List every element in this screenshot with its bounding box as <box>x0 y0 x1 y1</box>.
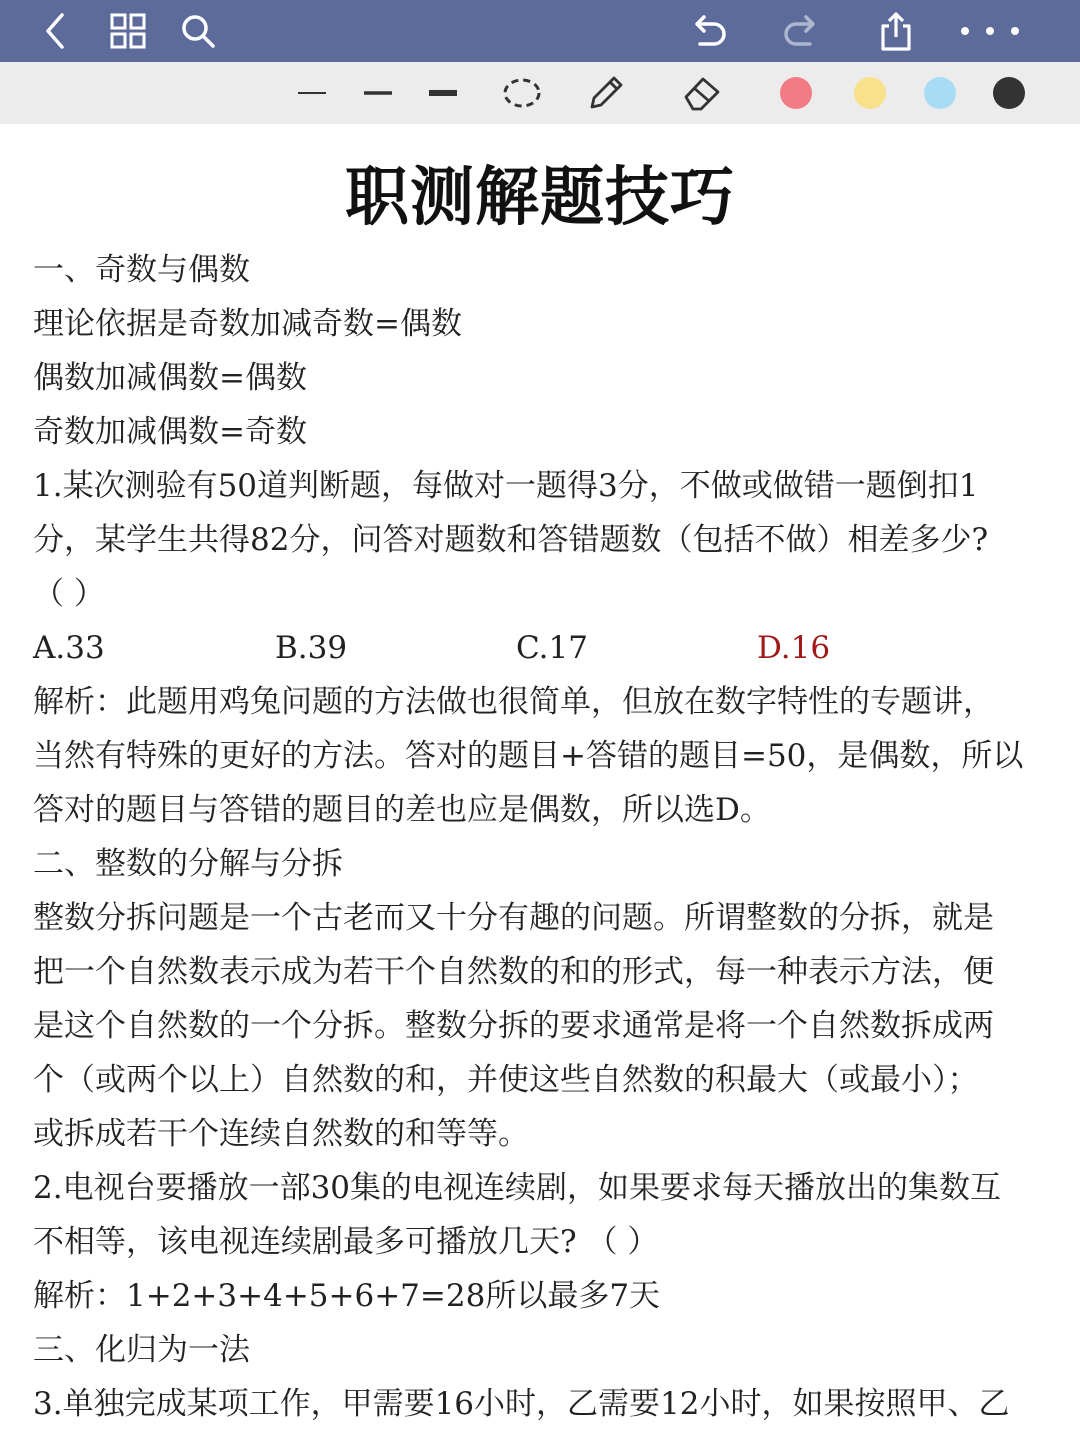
document-title: 职测解题技巧 <box>345 160 735 235</box>
analysis-text: 解析：1+2+3+4+5+6+7=28所以最多7天 <box>33 1278 661 1314</box>
pencil-button[interactable] <box>584 62 628 124</box>
section-heading: 一、奇数与偶数 <box>33 252 250 288</box>
question-text: 分，某学生共得82分，问答对题数和答错题数（包括不做）相差多少? <box>33 522 989 558</box>
color-blue-button[interactable] <box>920 62 960 124</box>
color-yellow-button[interactable] <box>850 62 890 124</box>
color-red-button[interactable] <box>776 62 816 124</box>
thick-line-button[interactable] <box>423 62 463 124</box>
top-bar <box>0 0 1080 62</box>
eraser-icon <box>681 73 723 113</box>
question-text: 2.电视台要播放一部30集的电视连续剧，如果要求每天播放出的集数互 <box>33 1170 1002 1206</box>
search-icon <box>179 12 217 50</box>
lasso-button[interactable] <box>500 62 544 124</box>
back-icon <box>40 11 70 51</box>
undo-icon <box>688 12 728 50</box>
thin-line-button[interactable] <box>292 62 332 124</box>
text-line: 或拆成若干个连续自然数的和等等。 <box>33 1116 529 1152</box>
color-swatch-blue <box>924 77 956 109</box>
option-a: A.33 <box>33 630 105 666</box>
text-line: 整数分拆问题是一个古老而又十分有趣的问题。所谓整数的分拆，就是 <box>33 900 994 936</box>
search-button[interactable] <box>174 0 222 62</box>
medium-line-icon <box>362 88 394 98</box>
eraser-button[interactable] <box>680 62 724 124</box>
medium-line-button[interactable] <box>358 62 398 124</box>
grid-icon <box>109 12 147 50</box>
back-button[interactable] <box>30 0 80 62</box>
text-line: 个（或两个以上）自然数的和，并使这些自然数的积最大（或最小）； <box>33 1062 979 1098</box>
text-line: 是这个自然数的一个分拆。整数分拆的要求通常是将一个自然数拆成两 <box>33 1008 994 1044</box>
answer-blank: （ ） <box>33 576 105 612</box>
question-text: 不相等，该电视连续剧最多可播放几天? （ ） <box>33 1224 659 1260</box>
analysis-text: 当然有特殊的更好的方法。答对的题目+答错的题目=50，是偶数，所以 <box>33 738 1024 774</box>
redo-button[interactable] <box>778 0 826 62</box>
share-icon <box>877 10 915 52</box>
text-line: 把一个自然数表示成为若干个自然数的和的形式，每一种表示方法，便 <box>33 954 994 990</box>
option-c: C.17 <box>516 630 588 666</box>
undo-button[interactable] <box>684 0 732 62</box>
text-line: 偶数加减偶数=偶数 <box>33 360 307 396</box>
text-line: 奇数加减偶数=奇数 <box>33 414 307 450</box>
annotation-toolbar <box>0 62 1080 124</box>
thick-line-icon <box>427 88 459 98</box>
option-b: B.39 <box>275 630 348 666</box>
analysis-text: 答对的题目与答错的题目的差也应是偶数，所以选D。 <box>33 792 771 828</box>
color-swatch-red <box>780 77 812 109</box>
section-heading: 二、整数的分解与分拆 <box>33 846 343 882</box>
question-text: 3.单独完成某项工作，甲需要16小时，乙需要12小时，如果按照甲、乙 <box>33 1386 1010 1422</box>
thin-line-icon <box>296 88 328 98</box>
color-swatch-black <box>993 77 1025 109</box>
question-text: 1.某次测验有50道判断题，每做对一题得3分，不做或做错一题倒扣1 <box>33 468 979 504</box>
option-d-correct: D.16 <box>757 630 831 666</box>
redo-icon <box>782 12 822 50</box>
lasso-icon <box>502 75 542 111</box>
text-line: 理论依据是奇数加减奇数=偶数 <box>33 306 462 342</box>
grid-button[interactable] <box>104 0 152 62</box>
color-black-button[interactable] <box>989 62 1029 124</box>
document-page <box>0 124 1080 1443</box>
color-swatch-yellow <box>854 77 886 109</box>
more-button[interactable] <box>950 0 1030 62</box>
more-icon <box>955 21 1025 41</box>
pencil-icon <box>586 73 626 113</box>
analysis-text: 解析：此题用鸡兔问题的方法做也很简单，但放在数字特性的专题讲， <box>33 684 994 720</box>
section-heading: 三、化归为一法 <box>33 1332 250 1368</box>
share-button[interactable] <box>872 0 920 62</box>
